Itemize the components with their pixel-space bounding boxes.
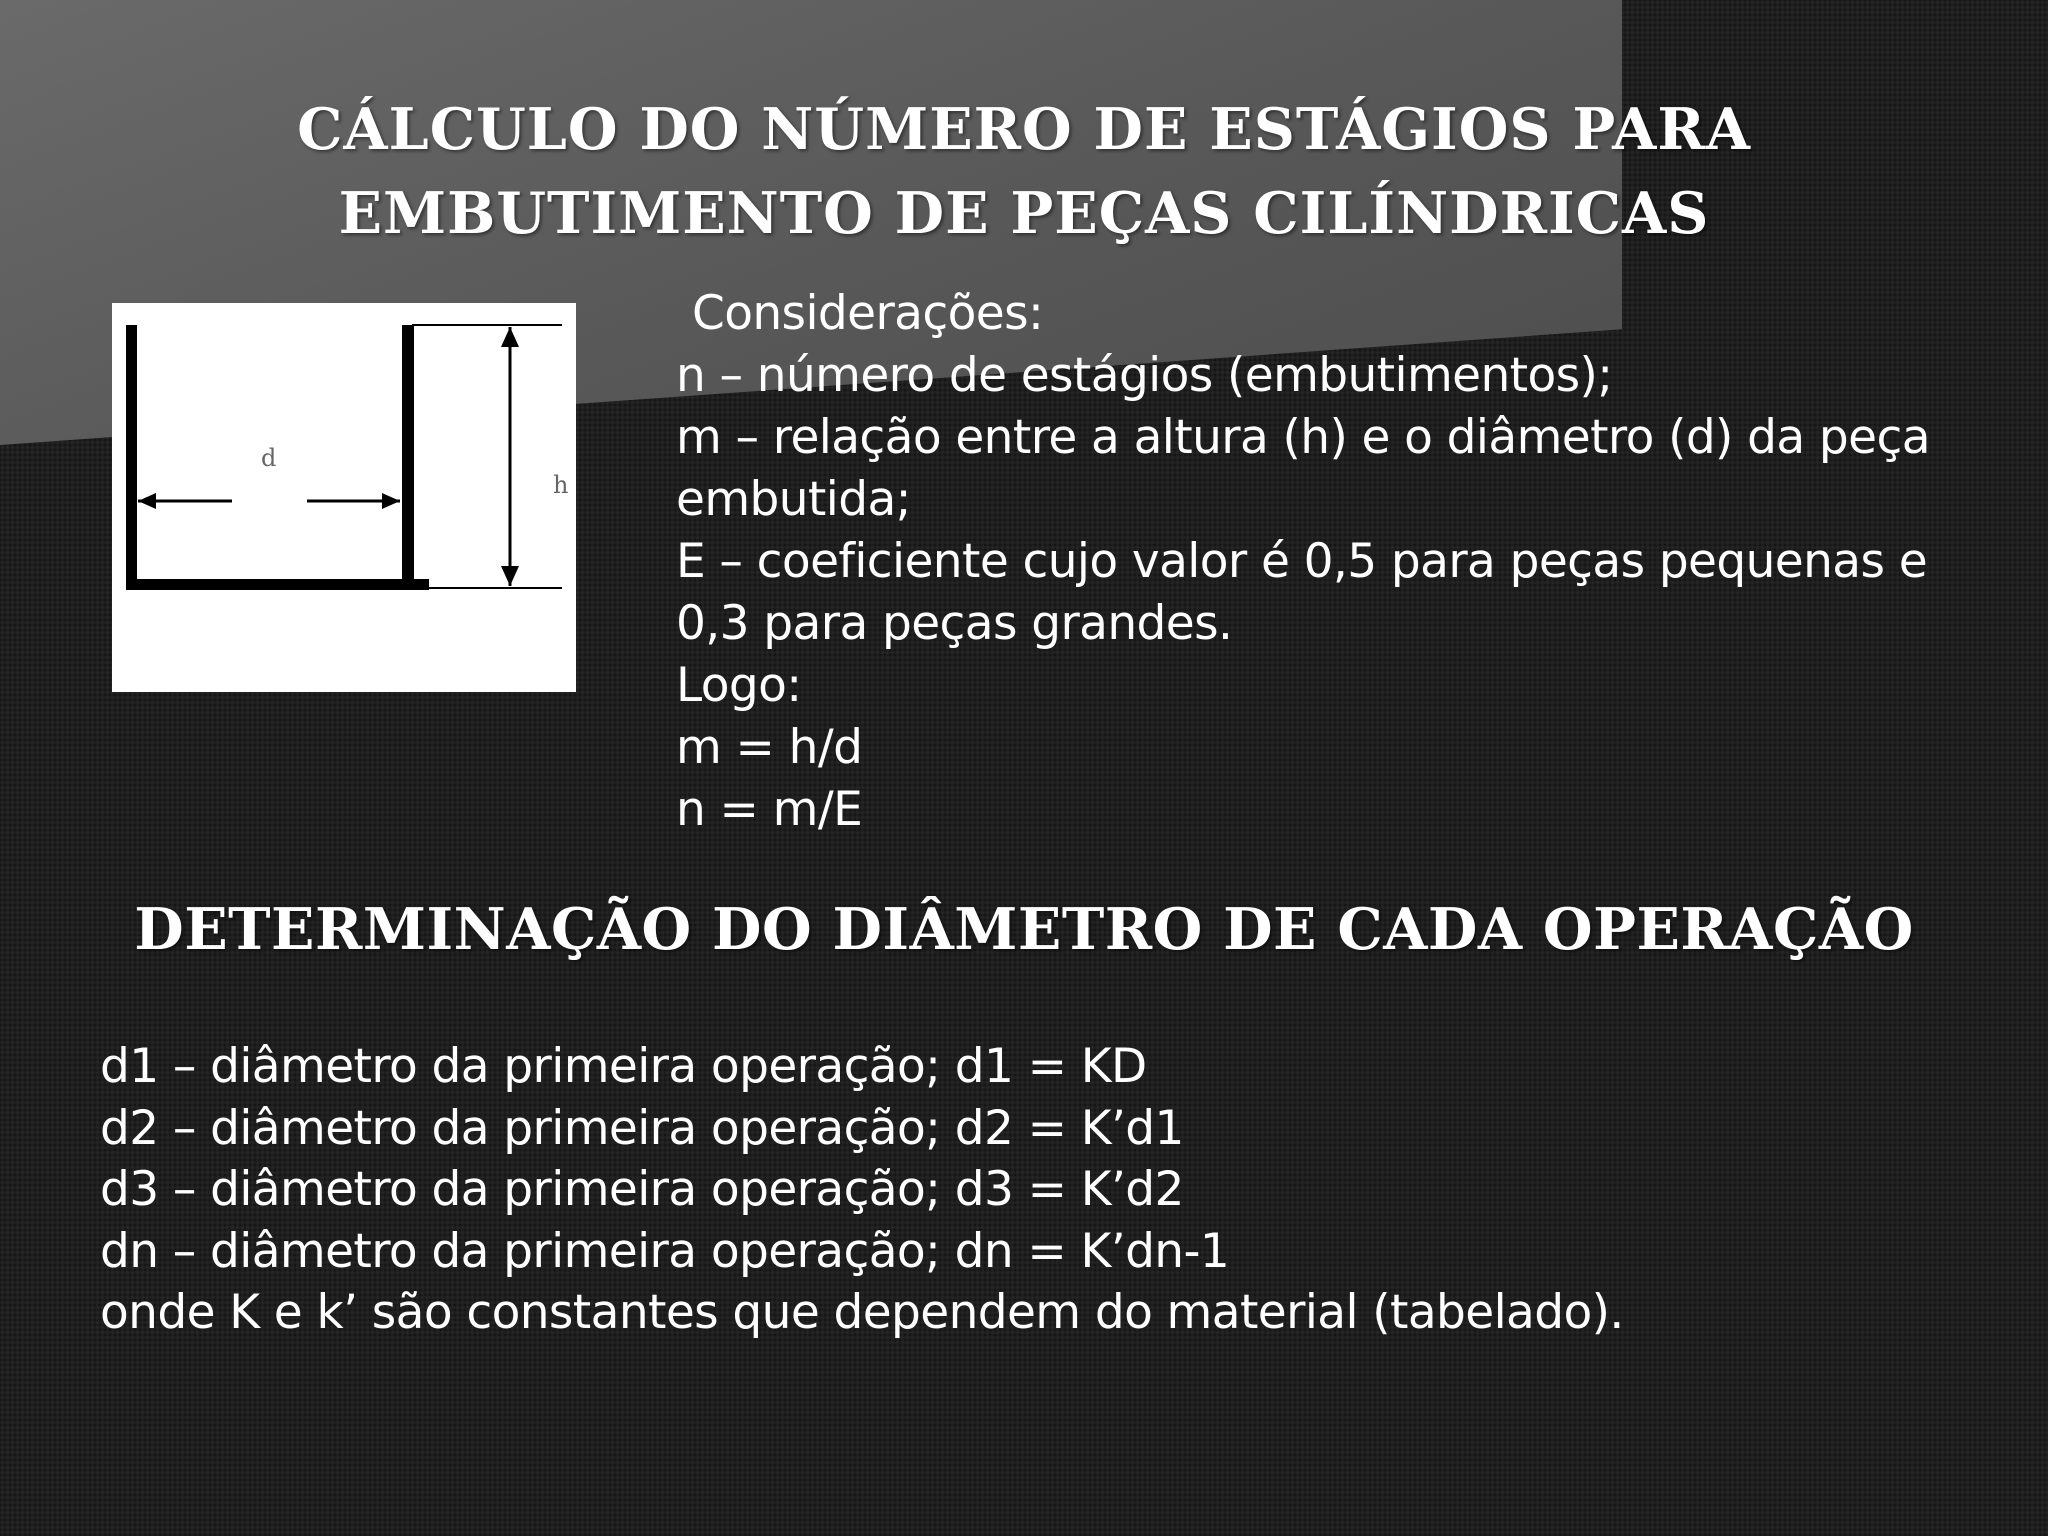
considerations-line: 0,3 para peças grandes. (676, 596, 1233, 651)
slide-title (0, 88, 2048, 256)
section-subtitle: DETERMINAÇÃO DO DIÂMETRO DE CADA OPERAÇÃO (134, 896, 1914, 963)
cylinder-diagram (112, 303, 576, 692)
operation-line: dn – diâmetro da primeira operação; dn = K’dn-1 (100, 1223, 1230, 1279)
cup-left-wall (126, 325, 137, 590)
operation-line: d3 – diâmetro da primeira operação; d3 = K’d2 (100, 1162, 1184, 1217)
operation-line: d1 – diâmetro da primeira operação; d1 = KD (100, 1039, 1147, 1094)
considerations-line: m – relação entre a altura (h) e o diâmetro (d) da peça (676, 410, 1930, 465)
cup-bottom (126, 579, 429, 590)
slide-title-line-2: EMBUTIMENTO DE PEÇAS CILÍNDRICAS (338, 180, 1710, 247)
operation-line: d2 – diâmetro da primeira operação; d2 = K’d1 (100, 1100, 1184, 1156)
considerations-line: E – coeficiente cujo valor é 0,5 para peças pequenas e (676, 534, 1928, 589)
cup-right-wall (402, 325, 414, 590)
considerations-line: embutida; (676, 472, 911, 527)
considerations-block (676, 283, 1976, 841)
diameter-label: d (261, 444, 277, 472)
slide-title-line-1: CÁLCULO DO NÚMERO DE ESTÁGIOS PARA (297, 96, 1751, 163)
formula-line: n = m/E (676, 782, 863, 837)
formula-line: m = h/d (676, 720, 863, 775)
operation-note: onde K e k’ são constantes que dependem do material (tabelado). (100, 1285, 1624, 1340)
height-label: h (553, 471, 569, 499)
considerations-heading: Considerações: (692, 286, 1044, 341)
operations-list (100, 1036, 2000, 1344)
considerations-line: Logo: (676, 658, 802, 713)
considerations-line: n – número de estágios (embutimentos); (676, 348, 1613, 403)
